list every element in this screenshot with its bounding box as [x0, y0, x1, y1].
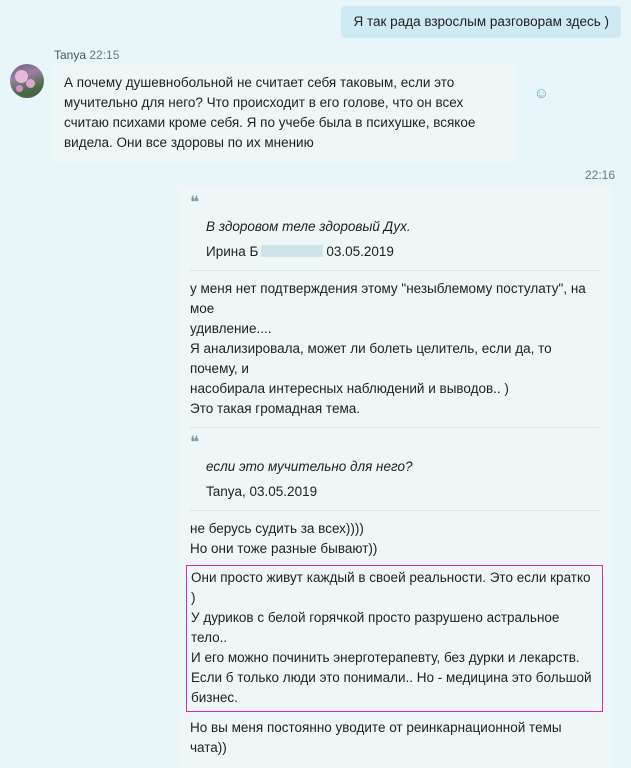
highlighted-line: Если б только люди это понимали.. Но - медицина это большой — [191, 670, 592, 685]
message-time: 22:15 — [89, 48, 120, 62]
highlighted-line: Они просто живут каждый в своей реальности. Это если кратко ) — [191, 570, 591, 605]
quote-block-1 — [190, 193, 599, 262]
divider — [190, 270, 599, 271]
avatar[interactable] — [10, 64, 44, 98]
quoted-message-panel[interactable] — [178, 186, 611, 768]
smiley-face-icon[interactable]: ☺ — [533, 85, 550, 102]
message-row-outgoing — [10, 6, 621, 38]
incoming-message-bubble[interactable]: А почему душевнобольной не считает себя таковым, если это мучительно для него? Что происходит в его голове, что он всех считаю психами кроме себя. Я по учебе была в психушке, всякое видела. Они все здоровы по их мнению — [52, 65, 516, 162]
quote-mark-icon: ❝ — [190, 193, 201, 212]
quote-block-2 — [190, 433, 599, 502]
body-line: Но они тоже разные бывают)) — [190, 541, 378, 556]
quote-author-1 — [206, 242, 599, 262]
body-line: Я анализировала, может ли болеть целитель, если да, то почему, и — [190, 341, 552, 376]
outgoing-message-bubble[interactable]: Я так рада взрослым разговорам здесь ) — [341, 6, 621, 38]
message-row-incoming — [10, 48, 621, 162]
quote-author-2: Tanya, 03.05.2019 — [206, 484, 318, 499]
message-meta — [54, 48, 621, 62]
message-time-2: 22:16 — [584, 168, 615, 182]
incoming-message-column — [52, 48, 621, 162]
sender-name[interactable]: Tanya — [54, 48, 87, 62]
body-line: Но вы меня постоянно уводите от реинкарнационной темы чата)) — [190, 720, 562, 755]
quote-author-date-1: 03.05.2019 — [326, 244, 394, 259]
quote-author-name-1: Ирина Б — [206, 244, 259, 259]
divider — [190, 510, 599, 511]
highlighted-region — [186, 565, 603, 712]
divider — [190, 427, 599, 428]
body-line: насобирала интересных наблюдений и выводов.. ) — [190, 381, 509, 396]
highlighted-line: бизнес. — [191, 690, 238, 705]
quote-text-1: В здоровом теле здоровый Дух. — [206, 219, 411, 234]
highlighted-line: У дуриков с белой горячкой просто разрушено астральное тело.. — [191, 610, 560, 645]
quote-text-2: если это мучительно для него? — [206, 459, 413, 474]
redaction-block — [261, 245, 323, 257]
quote-mark-icon: ❝ — [190, 433, 201, 452]
body-line: у меня нет подтверждения этому "незыблемому постулату", на мое — [190, 281, 586, 316]
body-line: Это такая громадная тема. — [190, 401, 361, 416]
highlighted-line: И его можно починить энерготерапевту, без дурки и лекарств. — [191, 650, 580, 665]
body-line: удивление.... — [190, 321, 272, 336]
body-line: не берусь судить за всех)))) — [190, 521, 364, 536]
